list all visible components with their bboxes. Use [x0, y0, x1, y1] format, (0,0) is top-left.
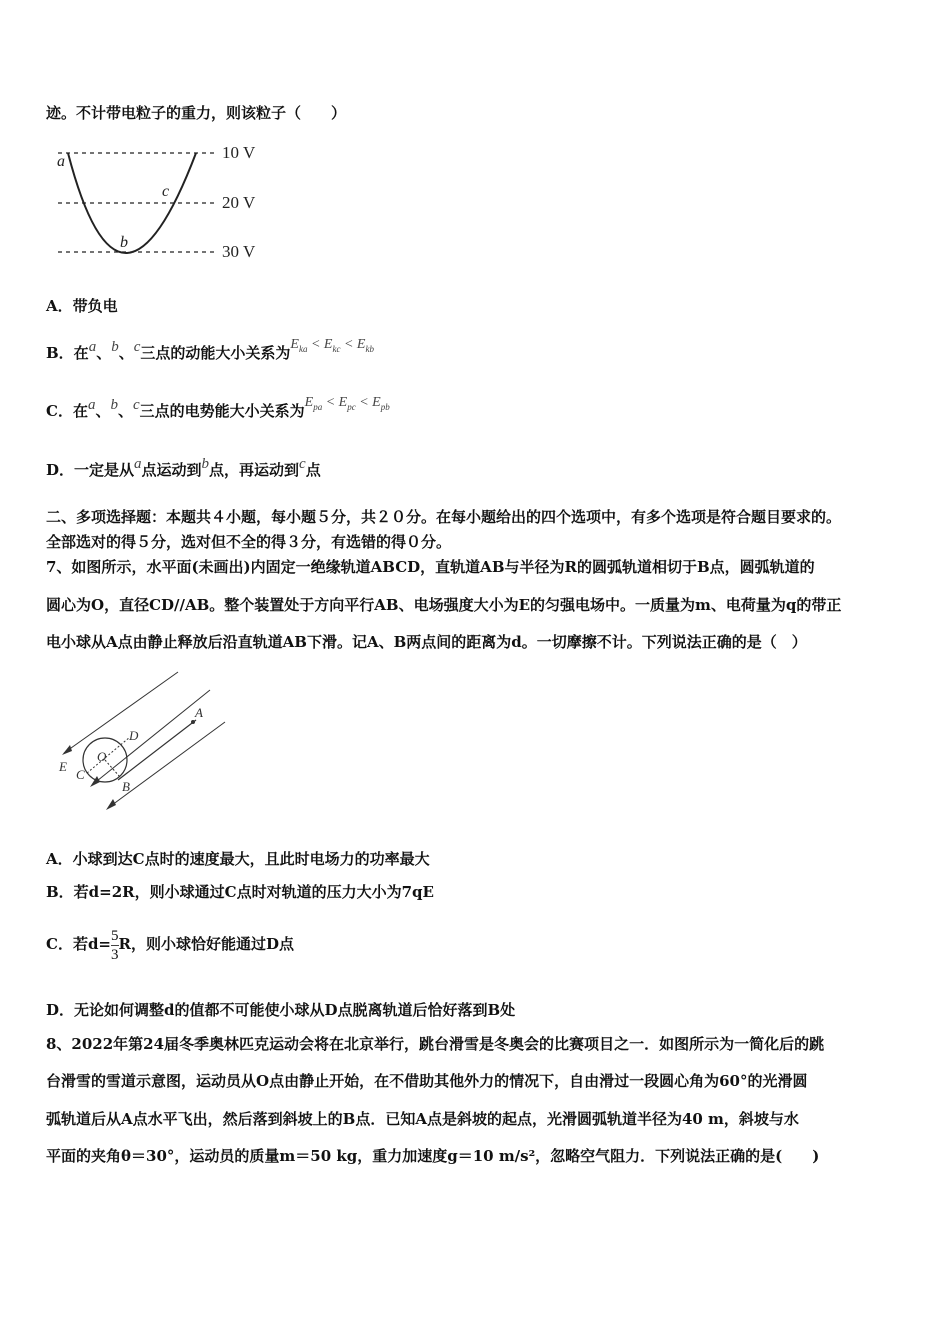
label-a: A	[195, 705, 203, 720]
fig1-label-20v: 20 V	[222, 193, 256, 212]
fraction-five-thirds	[111, 927, 119, 964]
symbol-a: a	[88, 339, 97, 355]
q7-option-a: A．小球到达C点时的速度最大，且此时电场力的功率最大	[46, 850, 430, 868]
symbol-c: c	[133, 339, 141, 355]
separator: 、	[117, 402, 133, 420]
q7-option-c	[46, 924, 294, 964]
fig1-point-a: a	[57, 153, 65, 170]
field-line-3	[108, 722, 225, 808]
q8-line2: 台滑雪的雪道示意图，运动员从O点由静止开始，在不借助其他外力的情况下，自由滑过一段圆心角为60°的光滑圆	[46, 1072, 808, 1090]
fraction-denominator: 3	[111, 946, 119, 963]
symbol-a: a	[134, 456, 142, 472]
fig1-label-30v: 30 V	[222, 242, 256, 261]
fig1-label-10v: 10 V	[222, 143, 256, 162]
symbol-b: b	[110, 397, 118, 413]
potential-energy-relation: $E_{pa} < E_{pc} < E_{pb}$	[304, 395, 390, 412]
fraction-numerator: 5	[111, 927, 119, 944]
field-arrow-1	[62, 745, 72, 755]
fig1-point-b: b	[120, 234, 128, 251]
track-field-figure	[50, 665, 230, 815]
symbol-b: b	[111, 339, 119, 355]
symbol-c: c	[132, 397, 140, 413]
q6-option-b-text: 三点的动能大小关系为	[140, 344, 291, 362]
field-arrow-3	[106, 799, 116, 810]
label-c: C	[76, 767, 85, 782]
q6-option-d-text2: 点，再运动到	[209, 461, 300, 479]
q8-line3: 弧轨道后从A点水平飞出，然后落到斜坡上的B点．已知A点是斜坡的起点，光滑圆弧轨道半径为40 m，斜坡与水	[46, 1110, 799, 1128]
separator: 、	[95, 402, 111, 420]
label-d: D	[129, 728, 139, 743]
fig1-point-c: c	[162, 183, 170, 200]
field-line-2	[92, 690, 210, 785]
symbol-c: c	[299, 456, 306, 472]
diameter-cd	[87, 737, 130, 773]
q7-line1: 7、如图所示，水平面(未画出)内固定一绝缘轨道ABCD，直轨道AB与半径为R的圆弧轨道相切于B点，圆弧轨道的	[46, 558, 815, 576]
q7-line2: 圆心为O，直径CD//AB。整个装置处于方向平行AB、电场强度大小为E的匀强电场中。一质量为m、电荷量为q的带正	[46, 596, 842, 614]
q6-option-d	[46, 456, 321, 481]
q6-option-d-prefix: D．一定是从	[46, 461, 135, 479]
q8-line1: 8、2022年第24届冬季奥林匹克运动会将在北京举行，跳台滑雪是冬奥会的比赛项目之一．如图所示为一简化后的跳	[46, 1035, 825, 1053]
q6-option-d-text1: 点运动到	[141, 461, 202, 479]
q6-option-c-text: 三点的电势能大小关系为	[139, 402, 305, 420]
q7-line3: 电小球从A点由静止释放后沿直轨道AB下滑。记A、B两点间的距离为d。一切摩擦不计。下列说法正确的是（ ）	[46, 633, 807, 651]
q6-option-d-end: 点	[305, 461, 321, 479]
label-o: O	[97, 749, 107, 764]
q6-option-c-prefix: C．在	[46, 402, 88, 420]
separator: 、	[96, 344, 112, 362]
section2-line2: 全部选对的得５分，选对但不全的得３分，有选错的得０分。	[46, 533, 452, 551]
separator: 、	[118, 344, 134, 362]
q7-option-c-text: R，则小球恰好能通过D点	[118, 935, 294, 953]
field-line-1	[64, 672, 178, 753]
symbol-a: a	[87, 397, 96, 413]
point-a-marker	[191, 720, 195, 724]
q6-option-c	[46, 395, 390, 427]
q7-option-c-prefix: C．若d=	[46, 935, 111, 953]
kinetic-energy-relation: $E_{ka} < E_{kc} < E_{kb}$	[290, 337, 374, 354]
symbol-b: b	[201, 456, 210, 472]
label-e: E	[59, 759, 67, 774]
section2-line1: 二、多项选择题：本题共４小题，每小题５分，共２０分。在每小题给出的四个选项中，有多个选项是符合题目要求的。	[46, 508, 842, 526]
label-b: B	[122, 779, 130, 794]
q6-option-b	[46, 337, 374, 369]
q6-option-b-prefix: B．在	[46, 344, 89, 362]
q8-line4: 平面的夹角θ＝30°，运动员的质量m＝50 kg，重力加速度g＝10 m/s²，忽略空气阻力．下列说法正确的是( )	[46, 1147, 820, 1165]
q7-option-b: B．若d=2R，则小球通过C点时对轨道的压力大小为7qE	[46, 883, 434, 901]
equipotential-figure	[50, 135, 290, 270]
q6-option-a: A．带负电	[46, 297, 118, 315]
q7-option-d: D．无论如何调整d的值都不可能使小球从D点脱离轨道后恰好落到B处	[46, 1001, 516, 1019]
q6-intro: 迹。不计带电粒子的重力，则该粒子（ ）	[46, 104, 347, 122]
